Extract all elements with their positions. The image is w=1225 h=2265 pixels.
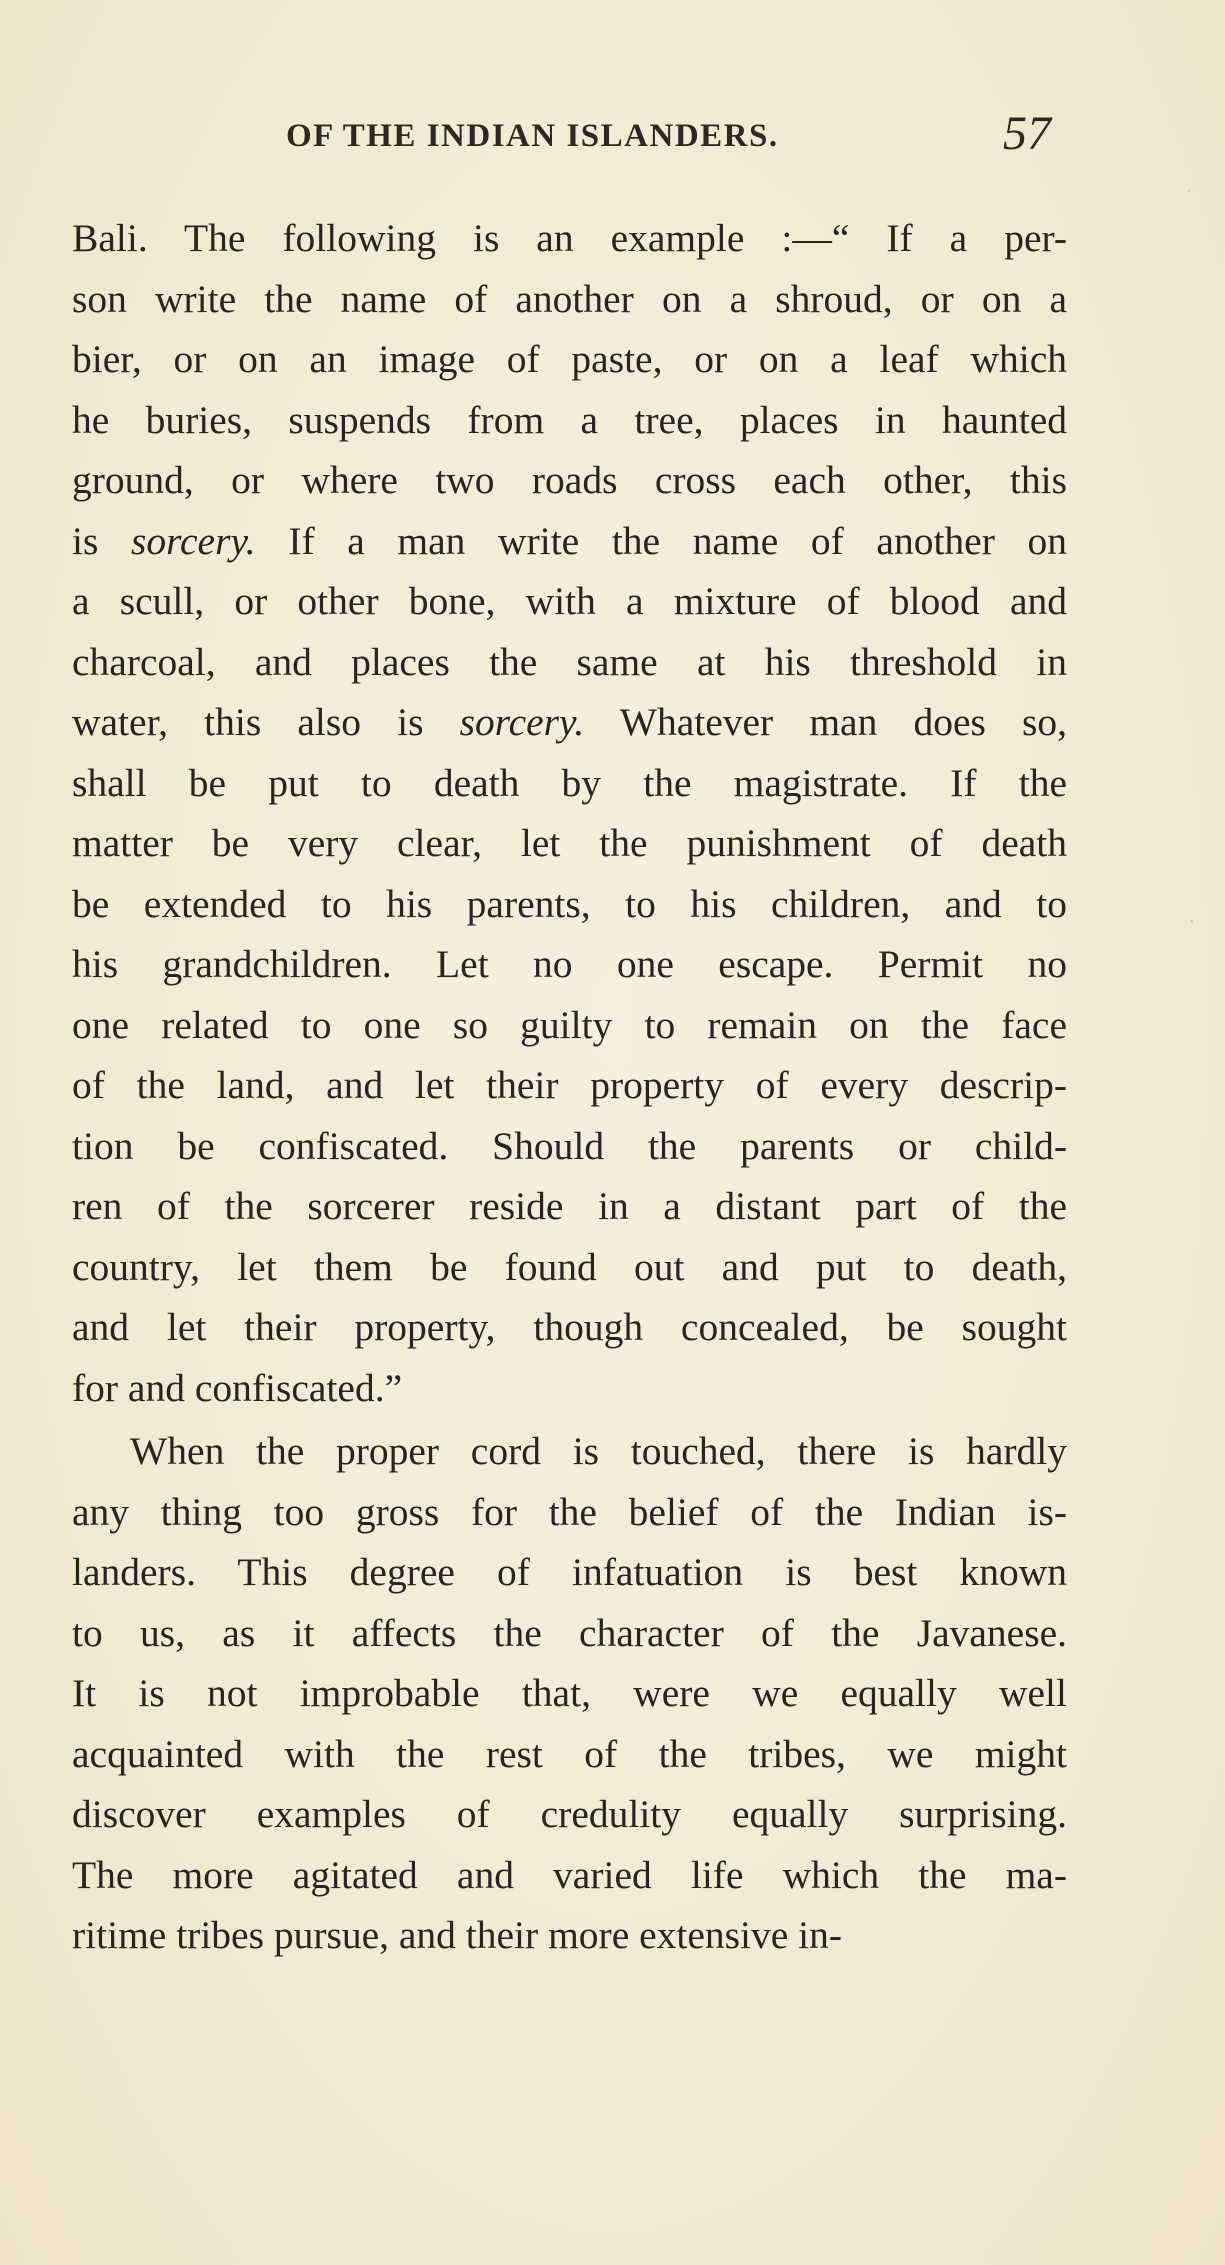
page-number: 57 (1003, 107, 1051, 160)
text-line: for and confiscated.” (72, 1365, 403, 1410)
text-line: acquainted with the rest of the tribes, we might (72, 1731, 1067, 1776)
text-line: bier, or on an image of paste, or on a leaf which (72, 337, 1067, 381)
text-line: tion be confiscated. Should the parents or child- (72, 1123, 1067, 1168)
text-line: country, let them be found out and put to death, (72, 1244, 1067, 1289)
text-line: to us, as it affects the character of the Javanese. (72, 1610, 1067, 1655)
line-segment: If a man write the name of another on (255, 518, 1067, 563)
text-line: ritime tribes pursue, and their more extensive in- (72, 1913, 843, 1957)
body-text (72, 208, 1067, 1966)
line-segment: water, this also is (72, 700, 460, 744)
text-line: ground, or where two roads cross each other, this (72, 458, 1067, 502)
text-line: be extended to his parents, to his children, and to (72, 881, 1067, 926)
text-line: one related to one so guilty to remain on the face (72, 1002, 1067, 1047)
text-line: When the proper cord is touched, there is hardly (130, 1429, 1067, 1473)
text-line: and let their property, though concealed, be sought (72, 1305, 1067, 1349)
line-segment: Whatever man does so, (584, 700, 1067, 744)
text-line: shall be put to death by the magistrate. If the (72, 760, 1067, 805)
text-line: any thing too gross for the belief of the Indian is- (72, 1489, 1067, 1534)
text-line: charcoal, and places the same at his threshold in (72, 639, 1067, 684)
line-segment: is (72, 518, 131, 563)
text-line (72, 511, 1067, 572)
text-line: his grandchildren. Let no one escape. Permit no (72, 942, 1067, 986)
text-line: of the land, and let their property of every descrip- (72, 1063, 1067, 1107)
text-line: landers. This degree of infatuation is best known (72, 1550, 1067, 1594)
paragraph-2 (72, 1421, 1067, 1966)
text-line: It is not improbable that, were we equally well (72, 1671, 1067, 1715)
text-line: matter be very clear, let the punishment of death (72, 821, 1067, 865)
italic-word: sorcery. (459, 700, 585, 744)
italic-word: sorcery. (130, 518, 256, 563)
text-line: The more agitated and varied life which the ma- (72, 1852, 1067, 1897)
text-line: he buries, suspends from a tree, places in haunted (72, 397, 1067, 442)
running-head: OF THE INDIAN ISLANDERS. (286, 118, 779, 154)
text-line: a scull, or other bone, with a mixture of blood and (72, 579, 1067, 623)
text-line: discover examples of credulity equally surprising. (72, 1792, 1067, 1836)
text-line: ren of the sorcerer reside in a distant part of the (72, 1184, 1067, 1228)
text-line (72, 692, 1067, 753)
paragraph-1 (72, 208, 1067, 1418)
text-line: son write the name of another on a shroud, or on a (72, 276, 1067, 321)
text-line: Bali. The following is an example :—“ If a per- (72, 216, 1067, 260)
